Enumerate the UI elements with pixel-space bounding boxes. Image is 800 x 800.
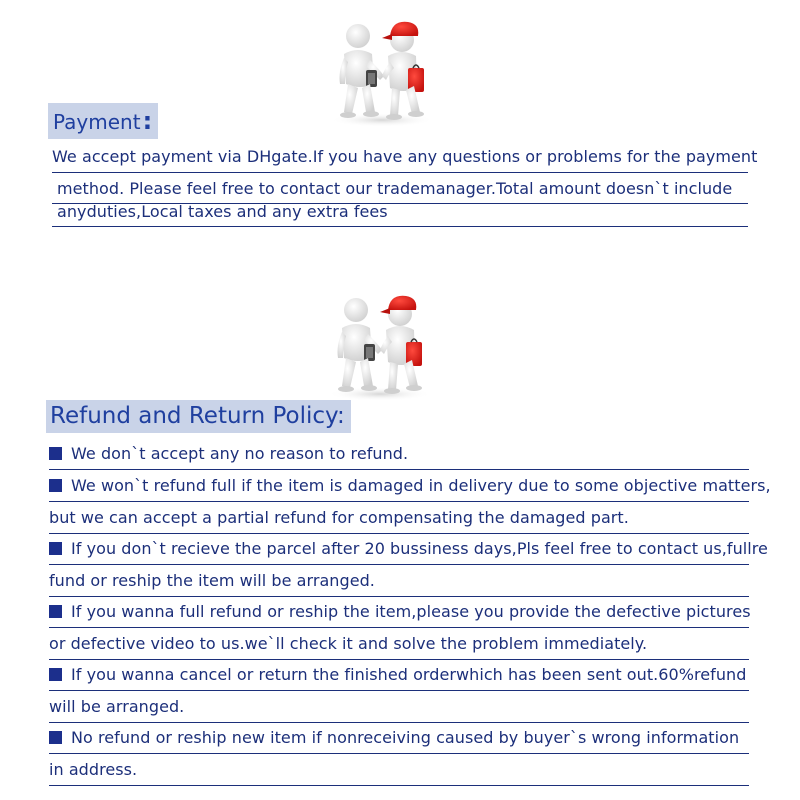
bullet-square-icon [49,605,62,618]
refund-policy-text: If you wanna cancel or return the finished orderwhich has been sent out.60%refund [71,665,747,684]
bullet-square-icon [49,447,62,460]
refund-policy-continuation [49,502,749,534]
payment-heading-text: Payment [53,110,141,134]
refund-policy-text: fund or reship the item will be arranged. [49,571,375,590]
payment-line: method. Please feel free to contact our trademanager.Total amount doesn`t include [52,173,748,204]
refund-policy-text: in address. [49,760,138,779]
refund-policy-item [49,470,771,502]
refund-policy-continuation [49,628,749,660]
refund-policy-continuation [49,754,749,786]
refund-policy-text: If you wanna full refund or reship the item,please you provide the defective pictures [71,602,751,621]
refund-policy-text: We won`t refund full if the item is damaged in delivery due to some objective matters, [71,476,771,495]
bullet-square-icon [49,731,62,744]
refund-policy-text: If you don`t recieve the parcel after 20 bussiness days,Pls feel free to contact us,fullre [71,539,768,558]
refund-policy-text: or defective video to us.we`ll check it and solve the problem immediately. [49,634,648,653]
payment-heading [48,103,158,139]
payment-line: anyduties,Local taxes and any extra fees [52,196,748,227]
bullet-square-icon [49,542,62,555]
refund-policy-item [49,722,749,754]
payment-line: We accept payment via DHgate.If you have any questions or problems for the payment [52,141,748,173]
refund-policy-item [49,533,768,565]
refund-policy-text: but we can accept a partial refund for compensating the damaged part. [49,508,629,527]
refund-policy-text: We don`t accept any no reason to refund. [71,444,409,463]
refund-policy-continuation [49,565,749,597]
refund-policy-item [49,438,749,470]
refund-heading: Refund and Return Policy: [46,400,351,433]
payment-heading-colon: : [142,107,153,135]
bullet-square-icon [49,479,62,492]
refund-policy-item [49,596,749,628]
refund-policy-item [49,659,749,691]
refund-policy-continuation [49,691,749,723]
refund-policy-text: No refund or reship new item if nonreceiving caused by buyer`s wrong information [71,728,740,747]
bullet-square-icon [49,668,62,681]
handshake-figures-icon [320,12,440,128]
refund-policy-text: will be arranged. [49,697,185,716]
handshake-figures-icon [318,286,438,402]
